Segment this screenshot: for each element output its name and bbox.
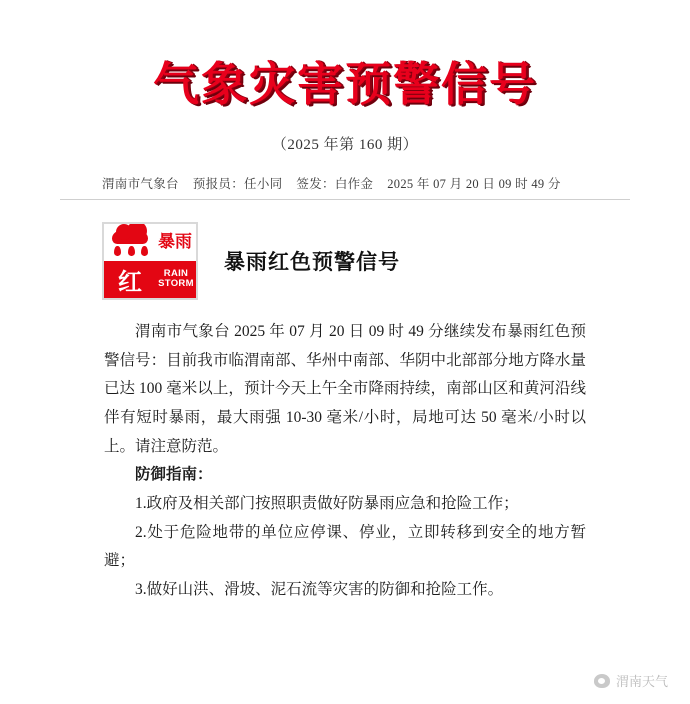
meta-office: 渭南市气象台 [102,176,179,191]
watermark-label: 渭南天气 [615,674,668,689]
meta-row [60,174,630,200]
signal-title: 暴雨红色预警信号 [224,249,400,274]
watermark [594,671,668,690]
issue-number: （2025 年第 160 期） [271,136,419,153]
badge-level-char: 红 [104,261,156,298]
guide-item: 3.做好山洪、滑坡、泥石流等灾害的防御和抢险工作。 [135,580,504,598]
meta-forecaster: 预报员：任小同 [192,176,283,191]
body-paragraph: 渭南市气象台 2025 年 07 月 20 日 09 时 49 分继续发布暴雨红色预警信号：目前我市临渭南部、华州中南部、华阴中北部部分地方降水量已达 100 毫米以上，预计今天上午全市降雨持续，南部山区和黄河沿线伴有短时暴雨，最大雨强 10-30 毫米/小时，局地可达 50 毫米/小时以上。请注意防范。 [104,322,586,455]
rainstorm-red-warning-icon [102,222,198,300]
guide-item: 1.政府及相关部门按照职责做好防暴雨应急和抢险工作； [135,494,519,512]
page-title: 气象灾害预警信号 [153,57,537,111]
guide-list [104,490,586,605]
guide-item: 2.处于危险地带的单位应停课、停业，立即转移到安全的地方暂避； [104,523,586,570]
badge-word-top: 暴雨 [156,224,196,261]
rain-cloud-icon [104,224,156,261]
meta-datetime: 2025 年 07 月 20 日 09 时 49 分 [387,176,561,191]
signal-header [60,222,630,300]
guide-title: 防御指南： [135,466,213,484]
meta-signer: 签发：白作金 [296,176,374,191]
badge-english-label: RAIN STORM [156,261,196,298]
body-text [60,318,630,605]
document-page [0,58,690,704]
weibo-icon [594,674,610,688]
